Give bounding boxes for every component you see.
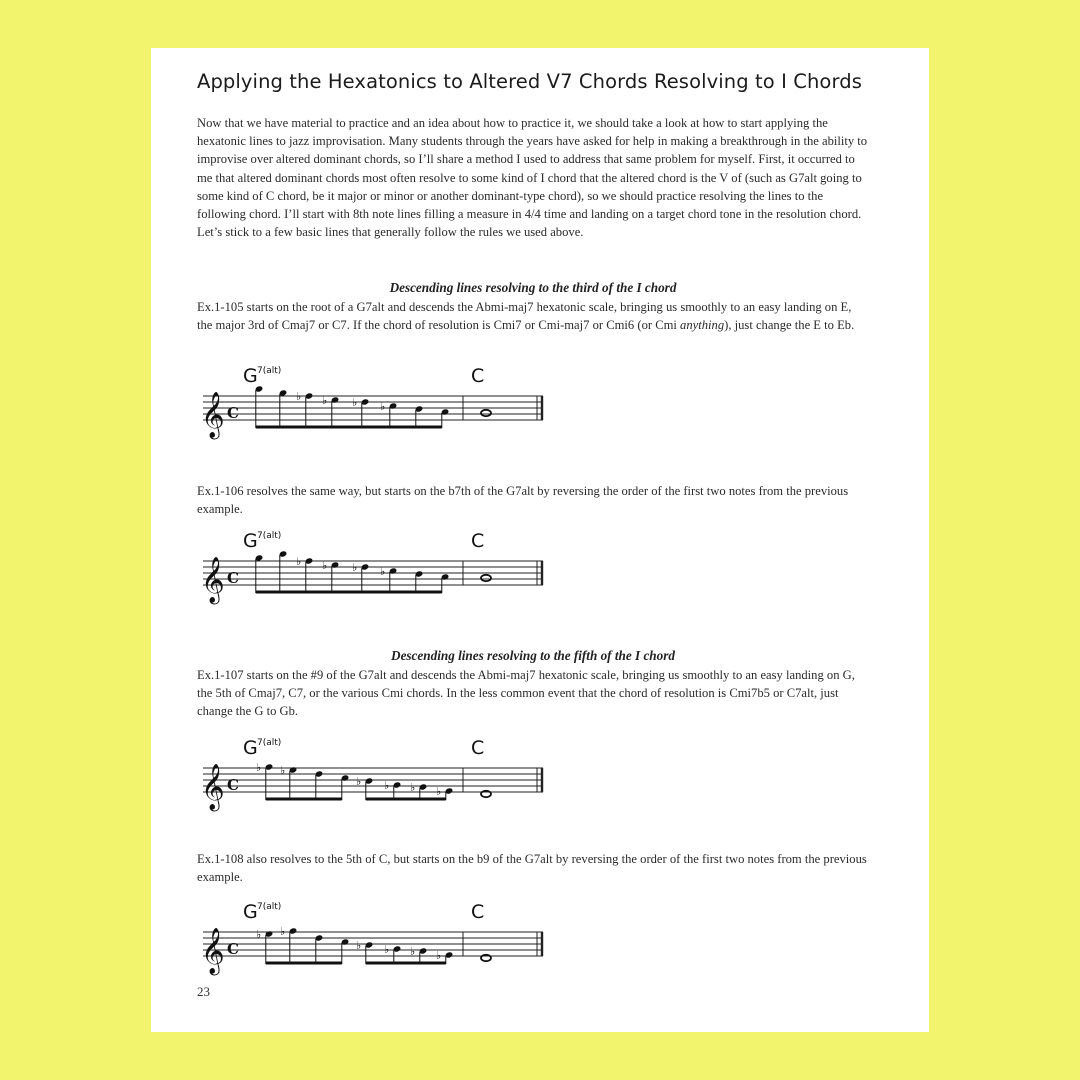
- intro-paragraph: Now that we have material to practice and an idea about how to practice it, we should take a look at how to start applying the hexatonic lines to jazz improvisation. Many students through the years have asked for help in making a breakthrough in the ability to improvise over altered dominant chords, so I’ll share a method I used to address that same problem for myself. First, it occurred to me that altered dominant chords most often resolve to some kind of I chord that the altered chord is the V of (such as G7alt going to some kind of C chord, be it major or minor or another dominant-type chord), so we should practice resolving the lines to the following chord. I’ll start with 8th note lines filling a measure in 4/4 time and landing on a target chord tone in the resolution chord. Let’s stick to a few basic lines that generally follow the rules we used above.: [197, 116, 868, 240]
- flat-accidental: ♭: [322, 394, 328, 407]
- whole-note: [481, 410, 491, 416]
- chord-extension-label: 7(alt): [257, 738, 282, 748]
- page-number: 23: [197, 984, 210, 999]
- section-heading-third: Descending lines resolving to the third of the I chord: [389, 280, 677, 295]
- note-beam: [266, 962, 342, 965]
- note-beam: [366, 962, 446, 965]
- staff-example-107: [203, 732, 548, 810]
- chord-label-g: G: [243, 530, 258, 552]
- chord-extension-label: 7(alt): [257, 366, 282, 376]
- ex105-text-end: ), just change the E to Eb.: [724, 318, 855, 333]
- chord-label-c: C: [471, 530, 485, 552]
- flat-accidental: ♭: [322, 559, 328, 572]
- staff-example-105: [203, 366, 548, 444]
- time-signature: C: [227, 404, 239, 422]
- section-heading-fifth: Descending lines resolving to the fifth of the I chord: [391, 648, 675, 663]
- flat-accidental: ♭: [356, 939, 362, 952]
- chord-label-g: G: [243, 365, 258, 387]
- flat-accidental: ♭: [384, 779, 390, 792]
- chord-label-g: G: [243, 737, 258, 759]
- flat-accidental: ♭: [256, 928, 262, 941]
- flat-accidental: ♭: [384, 943, 390, 956]
- flat-accidental: ♭: [356, 775, 362, 788]
- chord-label-g: G: [243, 901, 258, 923]
- flat-accidental: ♭: [410, 945, 416, 958]
- flat-accidental: ♭: [256, 761, 262, 774]
- flat-accidental: ♭: [380, 565, 386, 578]
- treble-clef-icon: 𝄞: [201, 928, 225, 974]
- flat-accidental: ♭: [380, 400, 386, 413]
- chord-label-c: C: [471, 901, 485, 923]
- flat-accidental: ♭: [352, 561, 358, 574]
- note-beam: [256, 591, 442, 594]
- example-106-text: Ex.1-106 resolves the same way, but starts on the b7th of the G7alt by reversing the order of the first two notes from the previous example.: [197, 484, 849, 517]
- flat-accidental: ♭: [280, 764, 286, 777]
- example-108-text: Ex.1-108 also resolves to the 5th of C, but starts on the b9 of the G7alt by reversing the order of the first two notes from the previous example.: [197, 852, 867, 885]
- book-page: [151, 48, 929, 1032]
- ex105-text-start: Ex.1-105 starts on the root of a G7alt and descends the Abmi-maj7 hexatonic scale, bringing us smoothly to an easy landing on E, the major 3rd of Cmaj7 or C7. If the chord of resolution is Cmi7 or Cmi-maj7 or Cmi6 (or Cmi: [197, 300, 852, 333]
- treble-clef-icon: 𝄞: [201, 557, 225, 603]
- chord-extension-label: 7(alt): [257, 531, 282, 541]
- flat-accidental: ♭: [410, 781, 416, 794]
- flat-accidental: ♭: [296, 555, 302, 568]
- example-105-text: [197, 298, 869, 334]
- whole-note: [481, 575, 491, 581]
- chord-label-c: C: [471, 365, 485, 387]
- chord-label-c: C: [471, 737, 485, 759]
- flat-accidental: ♭: [280, 925, 286, 938]
- chord-extension-label: 7(alt): [257, 902, 282, 912]
- time-signature: C: [227, 776, 239, 794]
- flat-accidental: ♭: [436, 949, 442, 962]
- note-beam: [366, 798, 446, 801]
- example-107-text: Ex.1-107 starts on the #9 of the G7alt and descends the Abmi-maj7 hexatonic scale, bringing us smoothly to an easy landing on G, the 5th of Cmaj7, C7, or the various Cmi chords. In the less common event that the chord of resolution is Cmi7b5 or C7alt, just change the G to Gb.: [197, 668, 855, 719]
- flat-accidental: ♭: [296, 390, 302, 403]
- flat-accidental: ♭: [352, 396, 358, 409]
- ex105-emphasis: anything: [680, 318, 725, 333]
- treble-clef-icon: 𝄞: [201, 392, 225, 438]
- staff-example-108: [203, 896, 548, 974]
- treble-clef-icon: 𝄞: [201, 764, 225, 810]
- time-signature: C: [227, 940, 239, 958]
- time-signature: C: [227, 569, 239, 587]
- note-beam: [256, 426, 442, 429]
- flat-accidental: ♭: [436, 785, 442, 798]
- note-beam: [266, 798, 342, 801]
- staff-example-106: [203, 531, 548, 609]
- page-title: Applying the Hexatonics to Altered V7 Chords Resolving to I Chords: [197, 70, 862, 93]
